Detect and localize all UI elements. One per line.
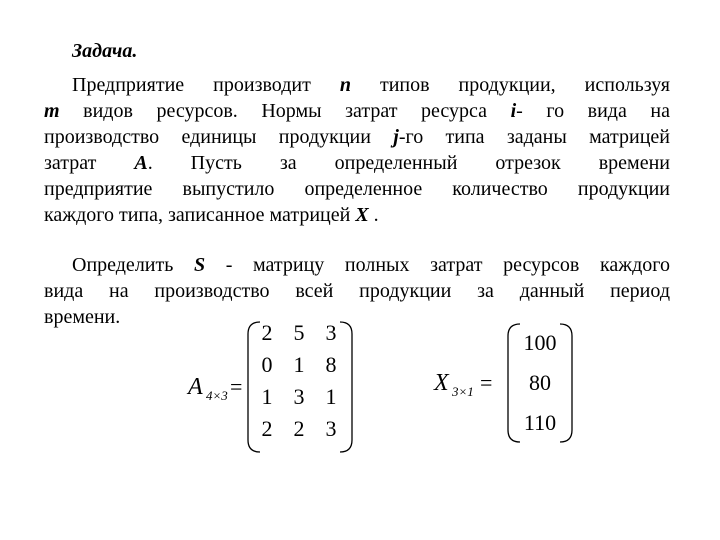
- matrix-a-cell: 0: [261, 352, 273, 377]
- matrix-a-cell: 3: [293, 384, 305, 409]
- matrix-x-left-paren: [508, 324, 520, 442]
- problem-paragraph: [44, 72, 670, 228]
- matrix-a-cell: 1: [293, 352, 305, 377]
- matrix-a-name: A: [188, 374, 203, 400]
- matrix-a-equals: =: [230, 374, 243, 399]
- matrix-a-right-paren: [340, 322, 352, 452]
- task-title: Задача.: [72, 40, 138, 62]
- p1-line-3: производство единицы продукции j-го типа заданы матрицей: [44, 126, 670, 148]
- p1-line-2: m видов ресурсов. Нормы затрат ресурса i- го вида на: [44, 100, 670, 122]
- p1-line-4: затрат A. Пусть за определенный отрезок времени: [44, 152, 670, 174]
- matrix-a-cell: 8: [325, 352, 337, 377]
- matrix-x-subscript: 3×1: [452, 384, 474, 399]
- p2-line-2: вида на производство всей продукции за данный период: [44, 280, 670, 302]
- matrix-x-cell: 110: [523, 410, 557, 435]
- p1-line-6: каждого типа, записанное матрицей X .: [44, 204, 379, 226]
- matrix-x-equals: =: [480, 370, 493, 395]
- matrix-x-cells: [524, 330, 557, 435]
- var-n: n: [339, 74, 351, 96]
- var-i: i: [510, 100, 517, 122]
- matrix-a-cell: 1: [261, 384, 273, 409]
- matrix-a-cell: 5: [293, 320, 305, 345]
- matrix-a-subscript: 4×3: [206, 388, 228, 403]
- matrix-a-cells: [262, 320, 337, 441]
- matrix-a-cell: 1: [325, 384, 337, 409]
- matrix-a-cell: 3: [325, 416, 337, 441]
- matrix-x-right-paren: [560, 324, 572, 442]
- p1-line-5: предприятие выпустило определенное количество продукции: [44, 178, 670, 200]
- p2-line-1: Определить S - матрицу полных затрат ресурсов каждого: [72, 254, 670, 276]
- var-j: j: [393, 126, 399, 148]
- var-A: A: [134, 152, 148, 174]
- matrix-x-cell: 80: [529, 370, 551, 395]
- matrix-x-cell: 100: [523, 330, 557, 355]
- matrix-a-cell: 2: [293, 416, 305, 441]
- matrix-a-left-paren: [248, 322, 260, 452]
- matrix-a-cell: 2: [261, 416, 273, 441]
- matrix-a-cell: 2: [261, 320, 273, 345]
- var-X: X: [355, 204, 369, 226]
- var-m: m: [44, 100, 60, 122]
- matrix-x: [430, 318, 580, 448]
- matrix-a-cell: 3: [325, 320, 337, 345]
- var-S: S: [193, 254, 206, 276]
- p1-line-1: Предприятие производит n типов продукции, используя: [72, 74, 670, 96]
- matrix-x-name: X: [434, 370, 449, 396]
- p2-line-3: времени.: [44, 306, 121, 328]
- matrix-a: [180, 312, 370, 462]
